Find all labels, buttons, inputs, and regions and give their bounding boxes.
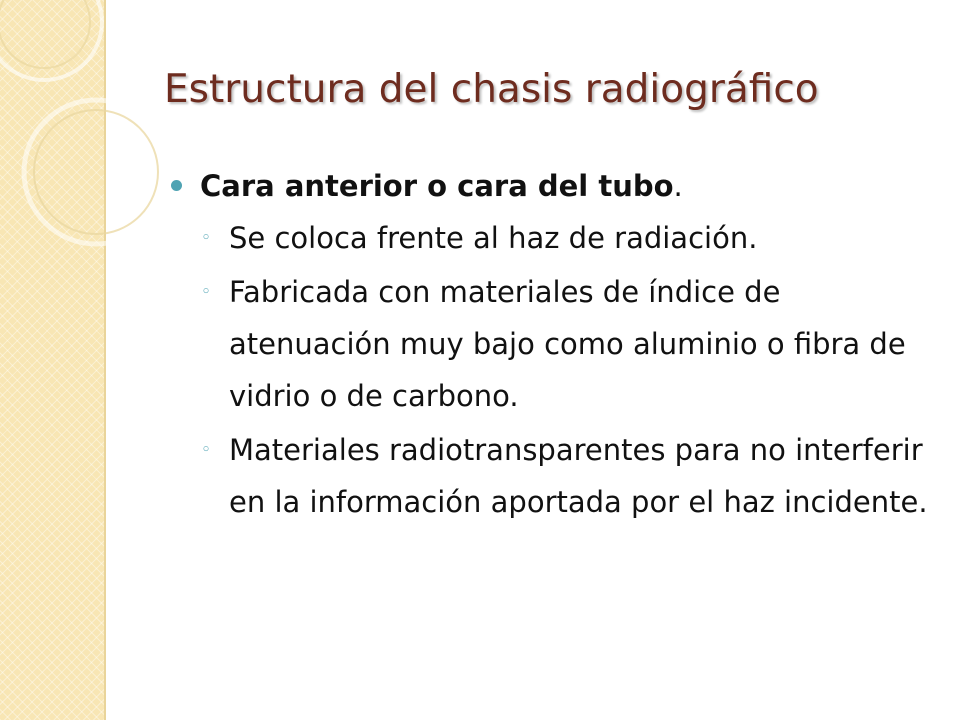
- hollow-circle-bullet-icon: ◦: [201, 440, 212, 460]
- bullet-point-heading: Cara anterior o cara del tubo: [200, 169, 674, 203]
- hollow-circle-bullet-icon: ◦: [201, 228, 212, 248]
- sub-bullet-item: [201, 424, 930, 528]
- bullet-point-punctuation: .: [673, 169, 683, 203]
- sub-bullet-text: Fabricada con materiales de índice de atenuación muy bajo como aluminio o fibra de vidrio o de carbono.: [229, 275, 906, 413]
- bullet-point: [200, 160, 930, 212]
- sub-bullet-text: Materiales radiotransparentes para no interferir en la información aportada por el haz incidente.: [229, 433, 928, 519]
- sub-bullet-text: Se coloca frente al haz de radiación.: [229, 221, 758, 255]
- sub-bullet-item: [201, 266, 930, 422]
- sub-bullet-item: [201, 212, 930, 264]
- slide-title: Estructura del chasis radiográfico: [164, 67, 819, 112]
- bullet-dot-icon: [171, 180, 182, 191]
- hollow-circle-bullet-icon: ◦: [201, 282, 212, 302]
- decorative-circles: [0, 0, 180, 260]
- slide-content: [200, 160, 930, 528]
